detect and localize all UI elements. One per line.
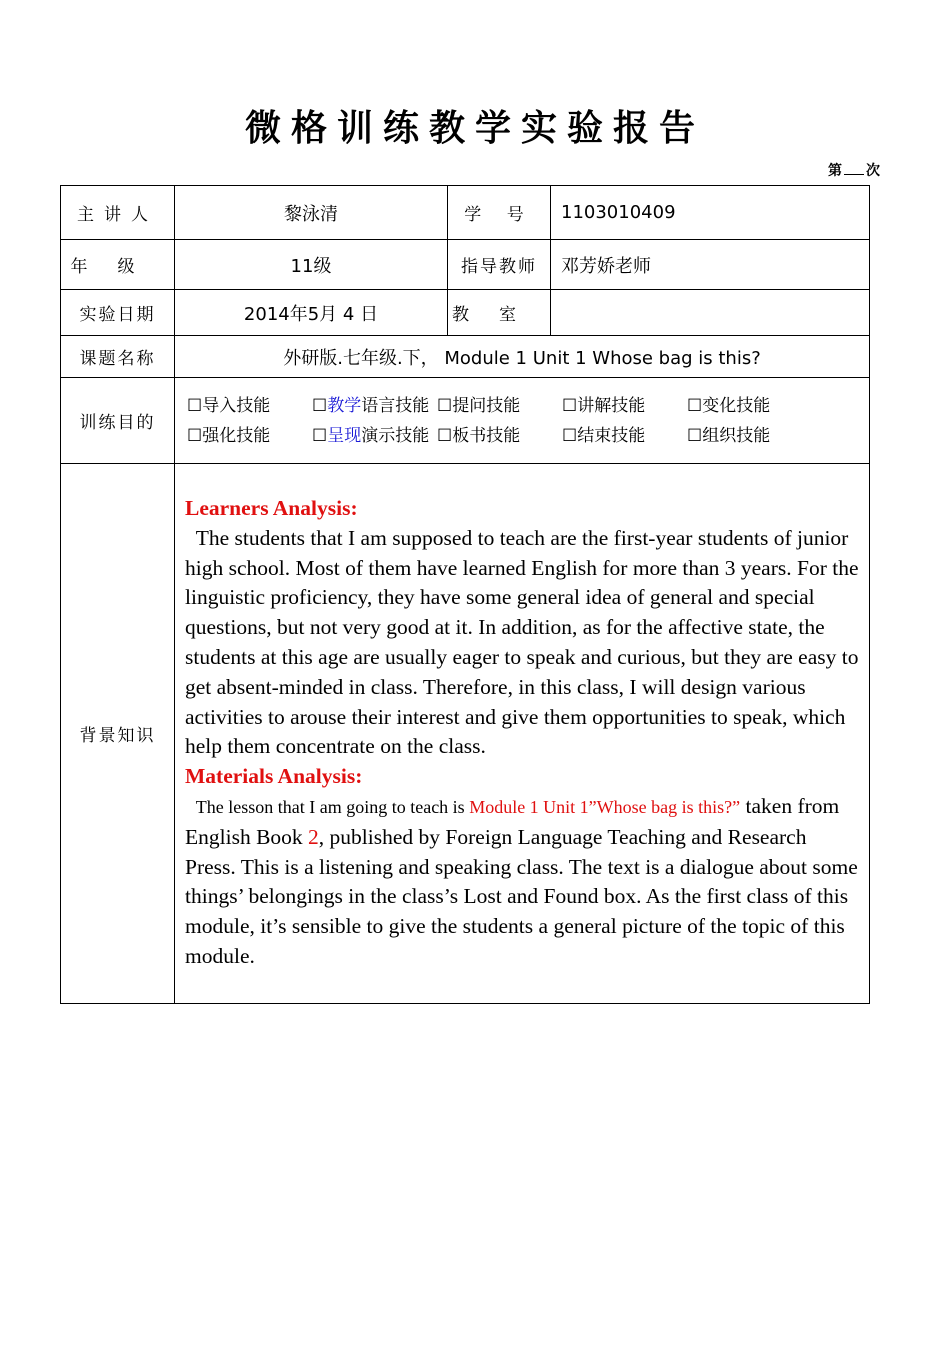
date-value[interactable]: 2014年5月 4 日 <box>175 290 448 336</box>
topic-label: 课题名称 <box>61 336 175 378</box>
skill-checkbox[interactable]: ☐强化技能 <box>187 425 271 446</box>
grade-label: 年级 <box>61 240 175 290</box>
skill-checkbox[interactable]: ☐板书技能 <box>437 425 521 446</box>
report-title: 微格训练教学实验报告 <box>244 108 705 149</box>
topic-value[interactable]: 外研版.七年级.下， Module 1 Unit 1 Whose bag is this? <box>175 336 870 378</box>
student-id-label: 学 号 <box>448 186 551 240</box>
background-label: 背景知识 <box>61 464 175 1004</box>
skill-checkbox[interactable]: ☐组织技能 <box>687 425 771 446</box>
skills-label: 训练目的 <box>61 378 175 464</box>
session-suffix: 次 <box>866 163 880 179</box>
materials-heading: Materials Analysis: <box>185 764 363 789</box>
row-skills <box>61 378 870 464</box>
row-lecturer <box>61 186 870 240</box>
skill-checkbox[interactable]: ☐讲解技能 <box>562 395 646 416</box>
session-prefix: 第 <box>828 163 842 179</box>
student-id-value[interactable]: 1103010409 <box>551 186 870 240</box>
date-label: 实验日期 <box>61 290 175 336</box>
row-grade <box>61 240 870 290</box>
skill-checkbox[interactable]: ☐呈现演示技能 <box>312 425 430 446</box>
skill-checkbox[interactable]: ☐结束技能 <box>562 425 646 446</box>
row-date <box>61 290 870 336</box>
skills-list <box>175 378 870 464</box>
skill-checkbox[interactable]: ☐提问技能 <box>437 395 521 416</box>
materials-text: The lesson that I am going to teach is Module 1 Unit 1”Whose bag is this?” taken from English Book 2, published by Foreign Language Teaching and Research Press. This is a listening and speaking class. The text is a dialogue about some things’ belongings in the class’s Lost and Found box. As the first class of this module, it’s sensible to give the students a general picture of the topic of this module. <box>185 793 858 968</box>
session-number <box>828 160 880 180</box>
skill-checkbox[interactable]: ☐导入技能 <box>187 395 271 416</box>
advisor-value[interactable]: 邓芳娇老师 <box>551 240 870 290</box>
skill-checkbox[interactable]: ☐教学语言技能 <box>312 395 430 416</box>
grade-value[interactable]: 11级 <box>175 240 448 290</box>
learners-heading: Learners Analysis: <box>185 496 358 520</box>
learners-text: The students that I am supposed to teach are the first-year students of junior high school. Most of them have learned English for more than 3 years. For the linguistic proficiency, they have some general idea of general and special questions, but not very good at it. In addition, as for the affective state, the students at this age are usually eager to speak and curious, but they are easy to get absent-minded in class. Therefore, in this class, I will design various activities to arouse their interest and give them opportunities to speak, which help them concentrate on the class. <box>185 525 859 759</box>
row-topic <box>61 336 870 378</box>
row-background <box>61 464 870 1004</box>
classroom-value[interactable] <box>551 290 870 336</box>
background-content[interactable] <box>175 464 870 1004</box>
advisor-label: 指导教师 <box>448 240 551 290</box>
report-table <box>60 185 870 1004</box>
lecturer-label: 主讲人 <box>61 186 175 240</box>
lecturer-value[interactable]: 黎泳清 <box>175 186 448 240</box>
session-blank[interactable] <box>844 164 864 175</box>
skill-checkbox[interactable]: ☐变化技能 <box>687 395 771 416</box>
classroom-label: 教室 <box>448 290 551 336</box>
